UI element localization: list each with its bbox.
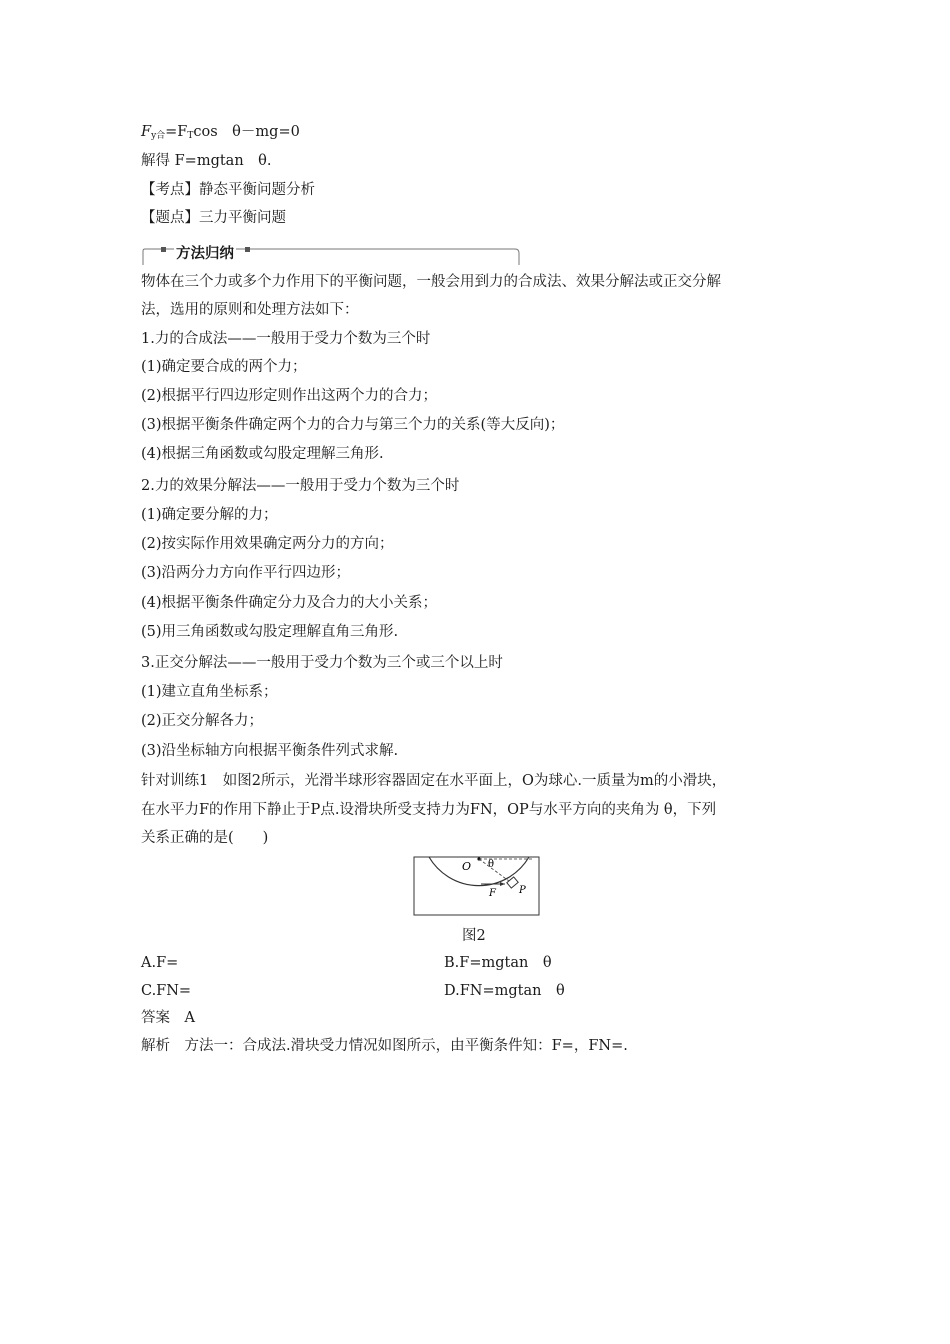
analysis-line: 解析 方法一：合成法.滑块受力情况如图所示，由平衡条件知：F=，FN=. — [141, 1038, 628, 1054]
body-line: (2)按实际作用效果确定两分力的方向； — [141, 536, 394, 552]
body-line: 2.力的效果分解法——一般用于受力个数为三个时 — [141, 478, 460, 494]
body-line: (4)根据平衡条件确定分力及合力的大小关系； — [141, 595, 438, 611]
body-line: (2)正交分解各力； — [141, 713, 264, 729]
subtopic-line: 【题点】三力平衡问题 — [141, 210, 286, 226]
figure-caption: 图2 — [462, 928, 486, 944]
body-line: (4)根据三角函数或勾股定理解三角形. — [141, 446, 384, 462]
option-c: C.FN= — [141, 983, 192, 999]
body-line: 3.正交分解法——一般用于受力个数为三个或三个以上时 — [141, 655, 503, 671]
question-line: 关系正确的是( ) — [141, 830, 269, 846]
figure-diagram — [413, 856, 541, 918]
body-line: (1)确定要分解的力； — [141, 507, 278, 523]
method-summary-header — [141, 243, 521, 265]
body-line: 法，选用的原则和处理方法如下： — [141, 302, 359, 318]
label-theta: θ — [488, 859, 495, 870]
body-line: 物体在三个力或多个力作用下的平衡问题，一般会用到力的合成法、效果分解法或正交分解 — [141, 274, 721, 290]
hemisphere-figure — [413, 856, 541, 922]
body-line: (3)沿坐标轴方向根据平衡条件列式求解. — [141, 743, 399, 759]
topic-line: 【考点】静态平衡问题分析 — [141, 182, 315, 198]
label-f: F — [489, 888, 496, 899]
body-line: (1)建立直角坐标系； — [141, 684, 278, 700]
body-line: 1.力的合成法——一般用于受力个数为三个时 — [141, 331, 431, 347]
body-line: (3)根据平衡条件确定两个力的合力与第三个力的关系(等大反向)； — [141, 417, 565, 433]
label-o: O — [462, 860, 472, 873]
section-title: 方法归纳 — [176, 246, 234, 262]
option-b: B.F=mgtan θ — [444, 955, 552, 971]
equation-line: $F_{y合}=F_T\cos$ θ－mg=0 — [141, 124, 300, 141]
question-line: 针对训练1 如图2所示，光滑半球形容器固定在水平面上，O为球心.一质量为m的小滑块， — [141, 773, 727, 789]
option-a: A.F= — [141, 955, 179, 971]
body-line: (3)沿两分力方向作平行四边形； — [141, 565, 351, 581]
body-line: (2)根据平行四边形定则作出这两个力的合力； — [141, 388, 438, 404]
question-line: 在水平力F的作用下静止于P点.设滑块所受支持力为FN，OP与水平方向的夹角为 θ，下列 — [141, 802, 717, 818]
body-line: (5)用三角函数或勾股定理解直角三角形. — [141, 624, 399, 640]
option-d: D.FN=mgtan θ — [444, 983, 565, 999]
body-line: (1)确定要合成的两个力； — [141, 359, 307, 375]
solution-line: 解得 F=mgtan θ. — [141, 153, 272, 169]
answer-line: 答案 A — [141, 1010, 195, 1026]
label-p: P — [519, 885, 526, 896]
